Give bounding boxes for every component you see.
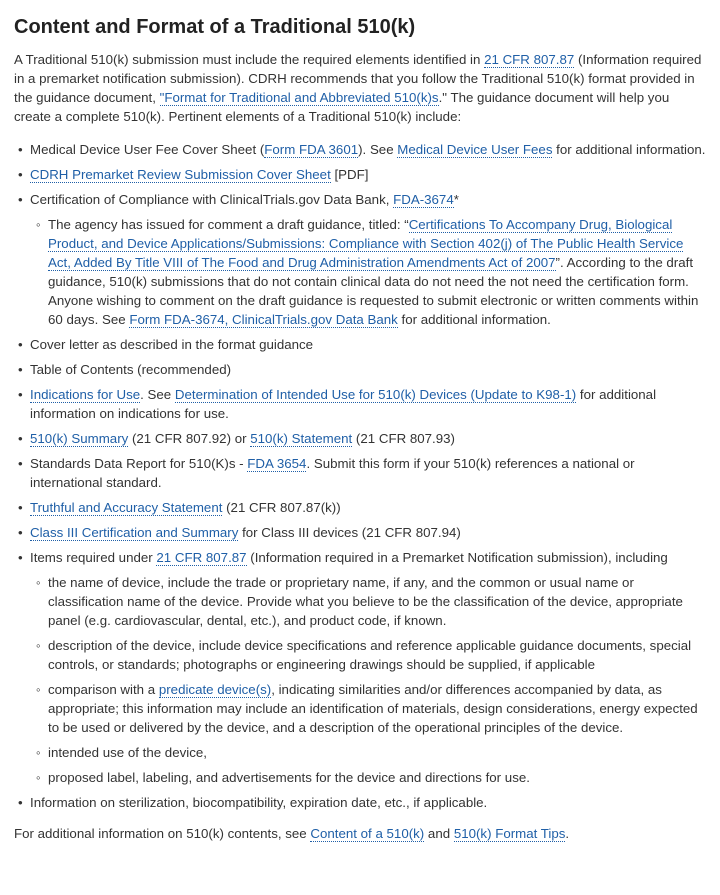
link-fda-3674[interactable]: FDA-3674 bbox=[393, 192, 454, 207]
link-form-fda-3601[interactable]: Form FDA 3601 bbox=[264, 142, 359, 157]
list-item bbox=[30, 190, 708, 329]
sub-list bbox=[30, 573, 708, 787]
link-content-of-510k[interactable]: Content of a 510(k) bbox=[310, 826, 425, 841]
item-text: comparison with a bbox=[48, 682, 159, 697]
intro-text: (Information required in a premarket notification submission). CDRH recommends that you follow the Traditional 510(k) format provided in the guidance document, bbox=[14, 52, 702, 105]
list-item bbox=[30, 454, 708, 492]
item-text: * bbox=[453, 192, 459, 207]
item-text: The agency has issued for comment a draft guidance, titled: “ bbox=[48, 217, 409, 232]
list-item bbox=[30, 165, 708, 184]
item-text: (21 CFR 807.87(k)) bbox=[222, 500, 341, 515]
item-text: [PDF] bbox=[330, 167, 369, 182]
list-item bbox=[30, 793, 708, 812]
item-text: for additional information. bbox=[552, 142, 706, 157]
item-text: for additional information on indications for use. bbox=[30, 387, 657, 421]
list-item bbox=[30, 498, 708, 517]
item-text: . Submit this form if your 510(k) references a national or international standard. bbox=[30, 456, 635, 490]
link-truthful-accuracy-statement[interactable]: Truthful and Accuracy Statement bbox=[30, 500, 223, 515]
link-form-fda-3674-data-bank[interactable]: Form FDA-3674, ClinicalTrials.gov Data Bank bbox=[129, 312, 398, 327]
link-medical-device-user-fees[interactable]: Medical Device User Fees bbox=[397, 142, 553, 157]
item-text: . See bbox=[140, 387, 175, 402]
link-510k-summary[interactable]: 510(k) Summary bbox=[30, 431, 129, 446]
footer-paragraph bbox=[14, 824, 708, 843]
link-format-guidance[interactable]: "Format for Traditional and Abbreviated 510(k)s bbox=[159, 90, 439, 105]
item-text: (21 CFR 807.93) bbox=[352, 431, 455, 446]
list-item bbox=[30, 360, 708, 379]
list-item bbox=[30, 385, 708, 423]
item-text: Standards Data Report for 510(K)s - bbox=[30, 456, 248, 471]
sub-list-item bbox=[48, 215, 708, 329]
item-text: Items required under bbox=[30, 550, 157, 565]
link-cdrh-cover-sheet[interactable]: CDRH Premarket Review Submission Cover Sheet bbox=[30, 167, 331, 182]
item-text: ). See bbox=[358, 142, 398, 157]
item-text: , indicating similarities and/or differences accompanied by data, as appropriate; this information may include an identification of materials, design considerations, energy expected to be used or delivered by the device, and a description of the operational principles of the device. bbox=[48, 682, 698, 735]
item-text: (21 CFR 807.92) or bbox=[128, 431, 251, 446]
sub-list bbox=[30, 215, 708, 329]
link-21-cfr-807-87[interactable]: 21 CFR 807.87 bbox=[156, 550, 247, 565]
list-item bbox=[30, 429, 708, 448]
item-text: Table of Contents (recommended) bbox=[30, 362, 232, 377]
sub-list-item: ◦ the name of device, include the trade or proprietary name, if any, and the common or usual name or classification name of the device. Provide what you believe to be the classification of the device, appropriate panel (e.g. cardiovascular, dental, etc.), and product code, if known. bbox=[48, 573, 708, 630]
sub-list-item: ◦ intended use of the device, bbox=[48, 743, 708, 762]
item-text: Information on sterilization, biocompatibility, expiration date, etc., if applicable. bbox=[30, 795, 488, 810]
item-text: (Information required in a Premarket Notification submission), including bbox=[246, 550, 668, 565]
item-text: ”. According to the draft guidance, 510(k) submissions that do not contain clinical data do not need the not need the certification form. Anyone wishing to comment on the draft guidance is requested to submit electronic or written comments within 60 days. See bbox=[48, 255, 699, 327]
item-text: Certification of Compliance with ClinicalTrials.gov Data Bank, bbox=[30, 192, 394, 207]
link-510k-statement[interactable]: 510(k) Statement bbox=[250, 431, 353, 446]
item-text: Cover letter as described in the format guidance bbox=[30, 337, 314, 352]
sub-list-item: ◦ description of the device, include device specifications and reference applicable guidance documents, special controls, or standards; photographs or engineering drawings should be supplied, if applicable bbox=[48, 636, 708, 674]
link-certifications-draft-guidance[interactable]: Certifications To Accompany Drug, Biological Product, and Device Applications/Submissions: Compliance with Section 402(j) of The Public Health Service Act, Added By Title VIII of The Food and Drug Administration Amendments Act of 2007 bbox=[48, 217, 684, 270]
footer-text: For additional information on 510(k) contents, see bbox=[14, 826, 311, 841]
list-item bbox=[30, 523, 708, 542]
link-21-cfr-807-87[interactable]: 21 CFR 807.87 bbox=[484, 52, 575, 67]
footer-text: and bbox=[424, 826, 454, 841]
sub-list-item: ◦ proposed label, labeling, and advertisements for the device and directions for use. bbox=[48, 768, 708, 787]
link-510k-format-tips[interactable]: 510(k) Format Tips bbox=[453, 826, 566, 841]
item-text: for additional information. bbox=[397, 312, 551, 327]
footer-text: . bbox=[565, 826, 570, 841]
link-indications-for-use[interactable]: Indications for Use bbox=[30, 387, 141, 402]
intro-text: ." The guidance document will help you create a complete 510(k). Pertinent elements of a Traditional 510(k) include: bbox=[14, 90, 670, 124]
link-determination-intended-use[interactable]: Determination of Intended Use for 510(k) Devices (Update to K98-1) bbox=[174, 387, 577, 402]
list-item bbox=[30, 140, 708, 159]
list-item bbox=[30, 335, 708, 354]
elements-list bbox=[14, 140, 708, 812]
sub-list-item bbox=[48, 680, 708, 737]
page-title: Content and Format of a Traditional 510(k) bbox=[14, 16, 416, 38]
link-fda-3654[interactable]: FDA 3654 bbox=[247, 456, 307, 471]
link-predicate-devices[interactable]: predicate device(s) bbox=[158, 682, 272, 697]
intro-text: A Traditional 510(k) submission must include the required elements identified in bbox=[14, 52, 485, 67]
item-text: Medical Device User Fee Cover Sheet ( bbox=[30, 142, 265, 157]
link-class-iii-certification[interactable]: Class III Certification and Summary bbox=[30, 525, 239, 540]
item-text: for Class III devices (21 CFR 807.94) bbox=[238, 525, 461, 540]
list-item bbox=[30, 548, 708, 787]
intro-paragraph bbox=[14, 50, 708, 126]
